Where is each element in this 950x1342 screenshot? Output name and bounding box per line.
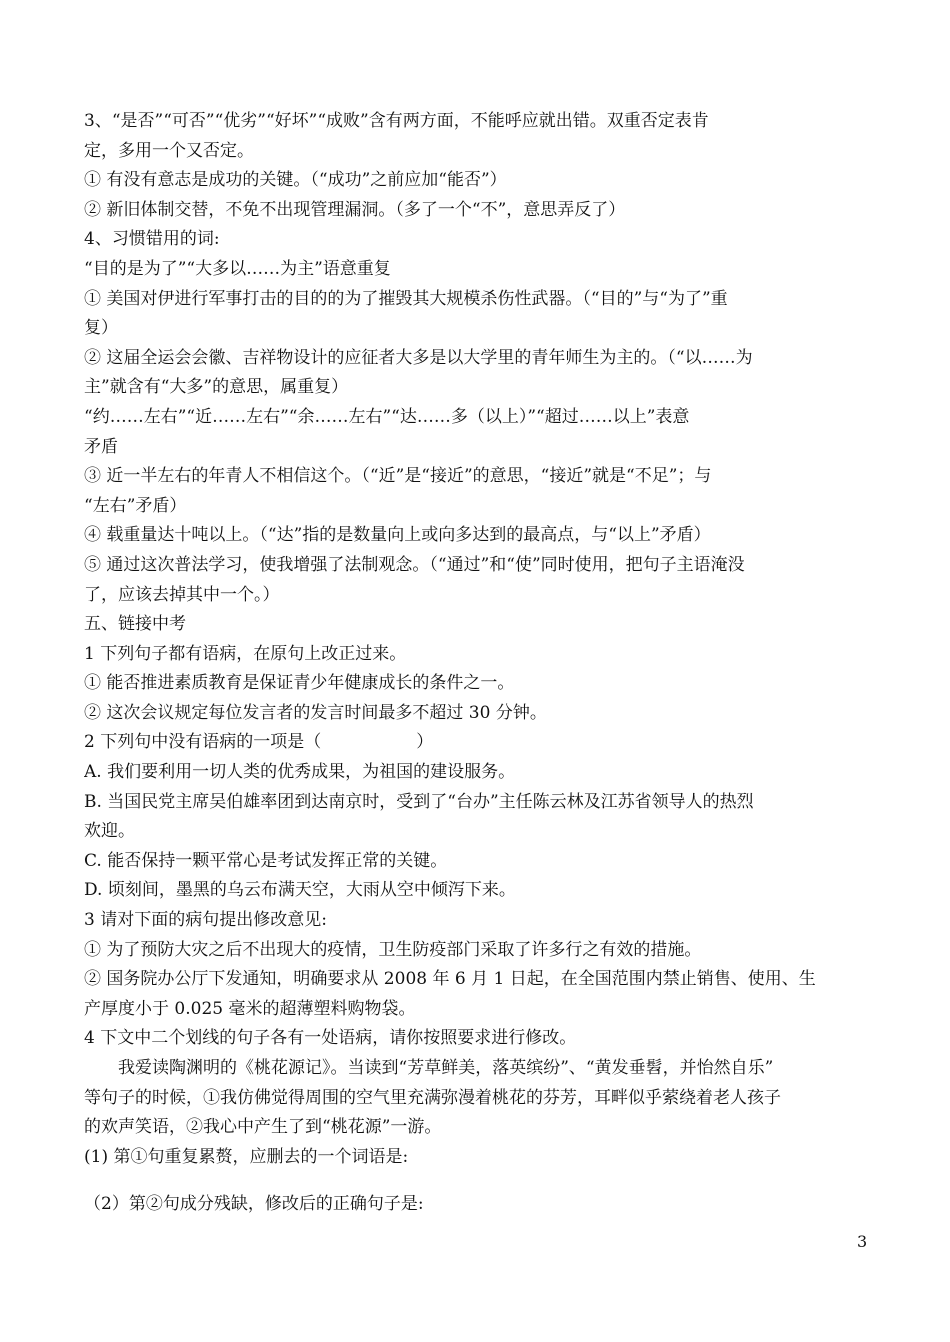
passage-line: 等句子的时候，①我仿佛觉得周围的空气里充满弥漫着桃花的芬芳，耳畔似乎萦绕着老人孩子 [84,1087,781,1108]
question-2-text: 2 下列句中没有语病的一项是（ [84,732,322,753]
option-b-cont: 欢迎。 [84,821,135,842]
option-b: B. 当国民党主席吴伯雄率团到达南京时，受到了“台办”主任陈云林及江苏省领导人的热烈 [84,791,754,812]
sub-question-1: (1) 第①句重复累赘，应删去的一个词语是: [84,1146,409,1167]
question-2-close: ） [416,732,434,753]
page-number: 3 [857,1232,868,1251]
text-line: ① 为了预防大灾之后不出现大的疫情，卫生防疫部门采取了许多行之有效的措施。 [84,939,702,960]
text-line: 了，应该去掉其中一个。） [84,584,280,605]
option-d: D. 顷刻间，墨黑的乌云布满天空，大雨从空中倾泻下来。 [84,880,516,901]
text-line: ② 国务院办公厅下发通知，明确要求从 2008 年 6 月 1 日起，在全国范围内禁止销售、使用、生 [84,969,816,990]
text-line: ① 美国对伊进行军事打击的目的的为了摧毁其大规模杀伤性武器。（“目的”与“为了”重 [84,288,728,309]
text-line: 产厚度小于 0.025 毫米的超薄塑料购物袋。 [84,998,416,1019]
text-line: “左右”矛盾） [84,495,187,516]
text-line: ① 能否推进素质教育是保证青少年健康成长的条件之一。 [84,673,515,694]
text-line: ② 这届全运会会徽、吉祥物设计的应征者大多是以大学里的青年师生为主的。（“以……为 [84,347,753,368]
text-line: “约……左右”“近……左右”“余……左右”“达……多（以上）”“超过……以上”表意 [84,406,690,427]
text-line: ① 有没有意志是成功的关键。（“成功”之前应加“能否”） [84,170,507,191]
text-line: 4、习惯错用的词: [84,229,220,250]
text-line: ② 新旧体制交替，不免不出现管理漏洞。（多了一个“不”，意思弄反了） [84,199,626,220]
page-content [84,107,870,1219]
option-a: A. 我们要利用一切人类的优秀成果，为祖国的建设服务。 [84,762,516,783]
text-line: ④ 载重量达十吨以上。（“达”指的是数量向上或向多达到的最高点，与“以上”矛盾） [84,525,711,546]
text-line: “目的是为了”“大多以……为主”语意重复 [84,258,391,279]
text-line: ⑤ 通过这次普法学习，使我增强了法制观念。（“通过”和“使”同时使用，把句子主语淹没 [84,554,745,575]
passage-line: 的欢声笑语，②我心中产生了到“桃花源”一游。 [84,1117,442,1138]
text-line: ③ 近一半左右的年青人不相信这个。（“近”是“接近”的意思，“接近”就是“不足”；与 [84,466,712,487]
text-line: 矛盾 [84,436,118,457]
passage-line: 我爱读陶渊明的《桃花源记》。当读到“芳草鲜美，落英缤纷”、“黄发垂髫，并怡然自乐” [118,1058,774,1078]
text-line: 3、“是否”“可否”“优劣”“好坏”“成败”含有两方面，不能呼应就出错。双重否定表肯 [84,111,709,131]
question-3: 3 请对下面的病句提出修改意见: [84,910,327,931]
text-line: 定，多用一个又否定。 [84,140,254,161]
sub-question-2: （2）第②句成分残缺，修改后的正确句子是: [84,1193,424,1214]
option-c: C. 能否保持一颗平常心是考试发挥正常的关键。 [84,850,448,871]
question-2 [84,728,870,758]
text-line: 复） [84,318,118,339]
text-line: ② 这次会议规定每位发言者的发言时间最多不超过 30 分钟。 [84,702,547,723]
section-heading: 五、链接中考 [84,614,186,635]
question-1: 1 下列句子都有语病，在原句上改正过来。 [84,643,407,664]
question-4: 4 下文中二个划线的句子各有一处语病，请你按照要求进行修改。 [84,1028,577,1049]
text-line: 主”就含有“大多”的意思，属重复） [84,377,349,398]
